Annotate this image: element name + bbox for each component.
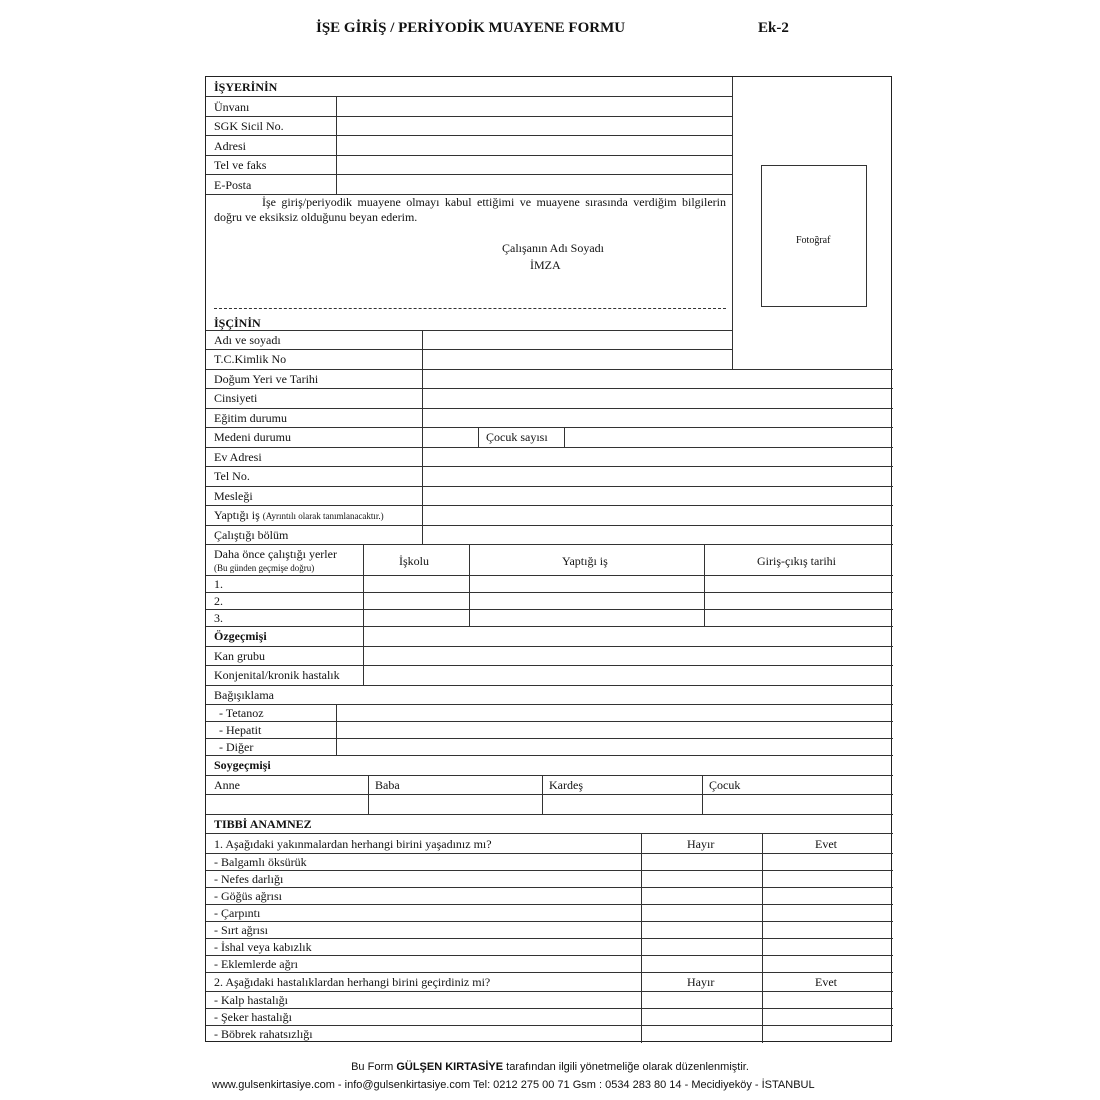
previous-jobs-note: (Bu günden geçmişe doğru) <box>214 563 315 573</box>
blood-group-field[interactable] <box>364 647 892 665</box>
employer-tel-field[interactable] <box>337 156 731 174</box>
family-child-label: Çocuk <box>709 778 741 792</box>
family-father-label: Baba <box>375 778 400 792</box>
worker-education-label: Eğitim durumu <box>214 411 287 425</box>
q1-item-back-pain: - Sırt ağrısı <box>214 923 268 937</box>
employer-address-field[interactable] <box>337 136 731 154</box>
worker-birth-field[interactable] <box>423 370 892 388</box>
previous-col-work: Yaptığı iş <box>562 554 608 568</box>
employer-address-label: Adresi <box>214 139 246 153</box>
vaccination-label: Bağışıklama <box>214 688 274 702</box>
form-title: İŞE GİRİŞ / PERİYODİK MUAYENE FORMU <box>316 20 626 36</box>
worker-tc-label: T.C.Kimlik No <box>214 352 287 366</box>
q2-yes-header: Evet <box>815 975 837 989</box>
q1-item-breath: - Nefes darlığı <box>214 872 284 886</box>
vaccine-other-label: - Diğer <box>219 740 254 754</box>
signature-label: İMZA <box>530 258 561 272</box>
q1-item-joint-pain: - Eklemlerde ağrı <box>214 957 298 971</box>
chronic-disease-field[interactable] <box>364 666 892 684</box>
worker-dept-field[interactable] <box>423 526 892 544</box>
worker-address-label: Ev Adresi <box>214 450 262 464</box>
vaccine-hepatitis-label: - Hepatit <box>219 723 262 737</box>
employer-title-field[interactable] <box>337 97 731 115</box>
q2-label: 2. Aşağıdaki hastalıklardan herhangi birini geçirdiniz mi? <box>214 975 491 989</box>
worker-address-field[interactable] <box>423 448 892 466</box>
declaration-text: İşe giriş/periyodik muayene olmayı kabul ettiğimi ve muayene sırasında verdiğim bilgilerin doğru ve eksiksiz olduğunu beyan ederim. <box>214 195 726 224</box>
family-mother-label: Anne <box>214 778 240 792</box>
form-code: Ek-2 <box>758 20 789 36</box>
worker-job-label: Mesleği <box>214 489 253 503</box>
worker-children-field[interactable] <box>565 428 892 446</box>
employer-email-label: E-Posta <box>214 178 252 192</box>
employer-section-title: İŞYERİNİN <box>214 80 278 94</box>
worker-tel-field[interactable] <box>423 467 892 485</box>
worker-work-label: Yaptığı iş (Ayrıntılı olarak tanımlanacaktır.) <box>214 508 384 522</box>
worker-birth-label: Doğum Yeri ve Tarihi <box>214 372 319 386</box>
worker-tel-label: Tel No. <box>214 469 250 483</box>
previous-row-3: 3. <box>214 611 223 625</box>
q2-item-heart: - Kalp hastalığı <box>214 993 288 1007</box>
q1-item-digestive: - İshal veya kabızlık <box>214 940 312 954</box>
employer-title-label: Ünvanı <box>214 100 250 114</box>
previous-row-1: 1. <box>214 577 223 591</box>
q1-yes-header: Evet <box>815 837 837 851</box>
worker-tc-field[interactable] <box>423 350 731 368</box>
vaccine-tetanus-label: - Tetanoz <box>219 706 264 720</box>
examination-form <box>205 76 892 1042</box>
employer-sgk-field[interactable] <box>337 117 731 135</box>
q1-item-palpitation: - Çarpıntı <box>214 906 261 920</box>
worker-work-field[interactable] <box>423 506 892 524</box>
worker-marital-field[interactable] <box>423 428 477 446</box>
q1-label: 1. Aşağıdaki yakınmalardan herhangi birini yaşadınız mı? <box>214 837 492 851</box>
q1-item-chest-pain: - Göğüs ağrısı <box>214 889 282 903</box>
q2-item-kidney: - Böbrek rahatsızlığı <box>214 1027 313 1041</box>
worker-name-label: Adı ve soyadı <box>214 333 281 347</box>
family-section-title: Soygeçmişi <box>214 758 271 772</box>
footer-credit: Bu Form GÜLŞEN KIRTASİYE tarafından ilgili yönetmeliğe olarak düzenlenmiştir. <box>351 1061 749 1073</box>
photo-column-divider <box>732 77 733 369</box>
worker-gender-label: Cinsiyeti <box>214 391 258 405</box>
anamnesis-section-title: TIBBİ ANAMNEZ <box>214 817 312 831</box>
worker-children-label: Çocuk sayısı <box>486 430 548 444</box>
signature-line <box>214 308 726 309</box>
employer-email-field[interactable] <box>337 175 731 193</box>
worker-dept-label: Çalıştığı bölüm <box>214 528 289 542</box>
q1-item-cough: - Balgamlı öksürük <box>214 855 307 869</box>
employer-tel-label: Tel ve faks <box>214 158 267 172</box>
previous-jobs-label: Daha önce çalıştığı yerler <box>214 547 337 561</box>
family-sibling-label: Kardeş <box>549 778 583 792</box>
previous-col-dates: Giriş-çıkış tarihi <box>757 554 836 568</box>
footer-contact: www.gulsenkirtasiye.com - info@gulsenkirtasiye.com Tel: 0212 275 00 71 Gsm : 0534 283 80 14 - Mecidiyeköy - İSTANBUL <box>212 1079 815 1091</box>
history-section-title: Özgeçmişi <box>214 629 267 643</box>
worker-name-field[interactable] <box>423 331 731 349</box>
photo-label: Fotoğraf <box>796 235 831 246</box>
q2-no-header: Hayır <box>687 975 715 989</box>
worker-marital-label: Medeni durumu <box>214 430 291 444</box>
previous-col-employer: İşkolu <box>399 554 429 568</box>
blood-group-label: Kan grubu <box>214 649 265 663</box>
worker-education-field[interactable] <box>423 409 892 427</box>
worker-section-title: İŞÇİNİN <box>214 316 261 330</box>
chronic-disease-label: Konjenital/kronik hastalık <box>214 668 340 682</box>
worker-gender-field[interactable] <box>423 389 892 407</box>
worker-name-signature-label: Çalışanın Adı Soyadı <box>502 241 604 255</box>
q1-no-header: Hayır <box>687 837 715 851</box>
employer-sgk-label: SGK Sicil No. <box>214 119 284 133</box>
previous-row-2: 2. <box>214 594 223 608</box>
q2-item-diabetes: - Şeker hastalığı <box>214 1010 292 1024</box>
worker-job-field[interactable] <box>423 487 892 505</box>
